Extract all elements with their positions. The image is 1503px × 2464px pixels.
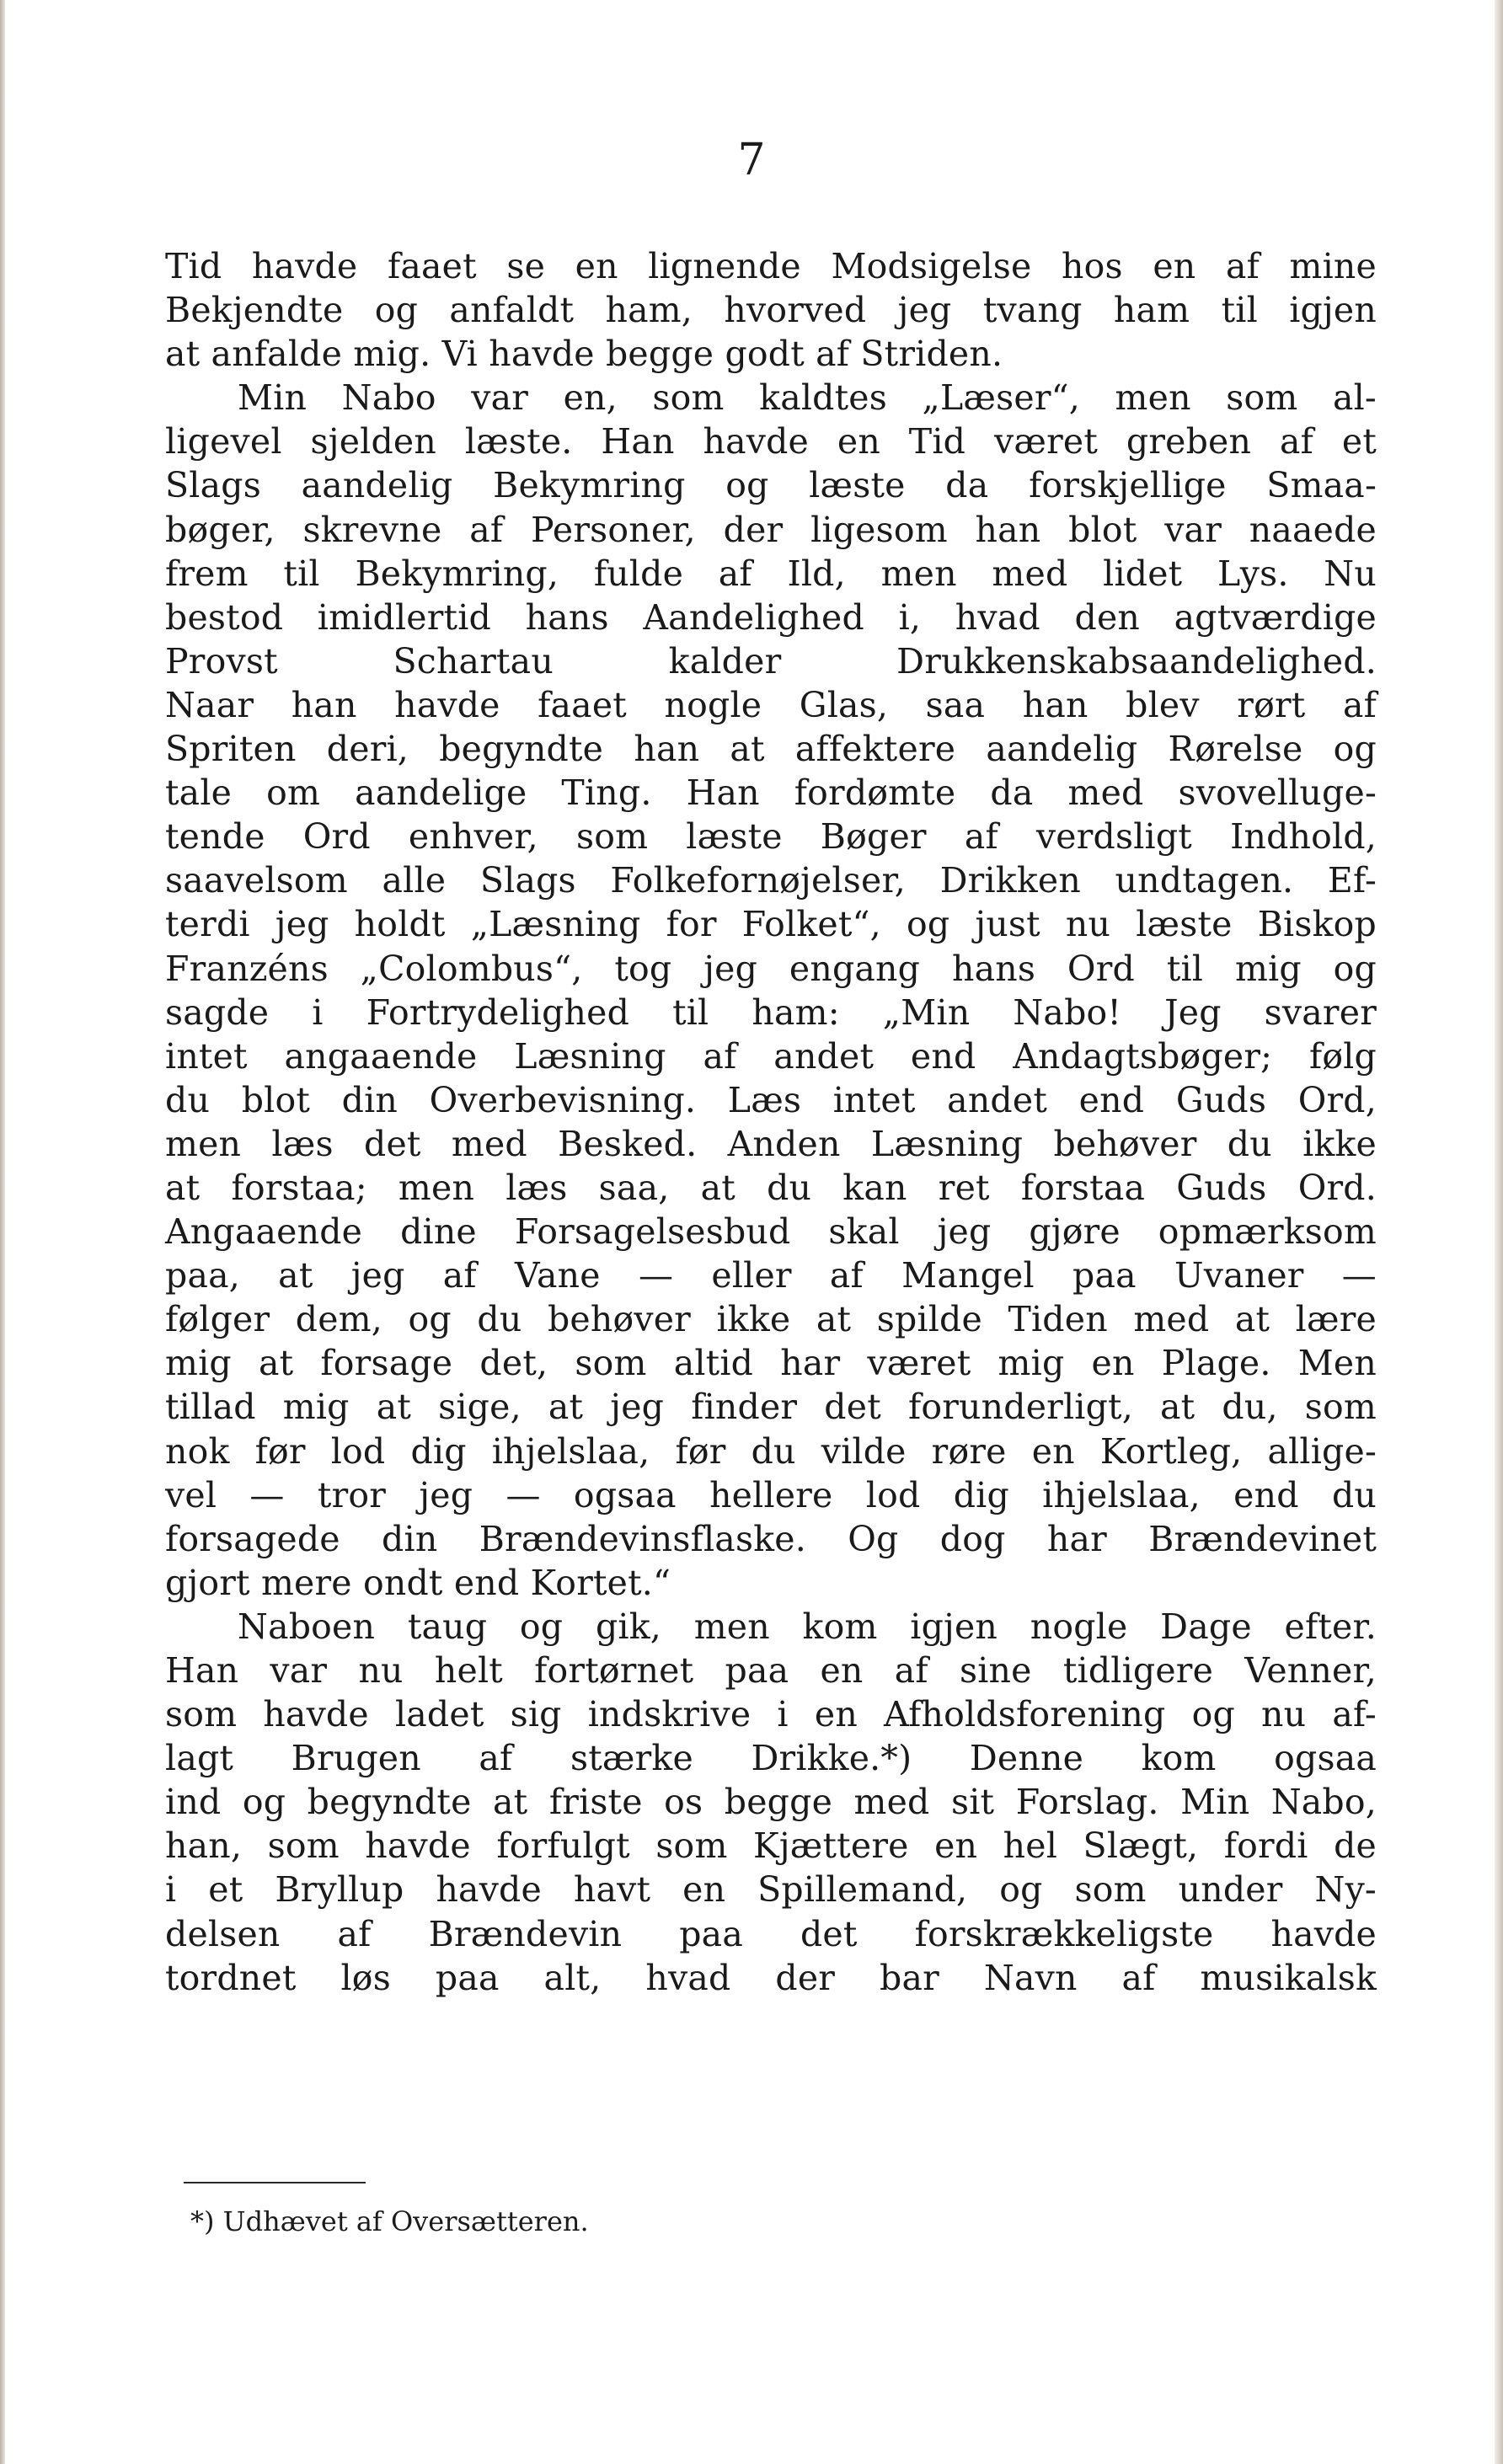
- text-line: lagt Brugen af stærke Drikke.*) Denne kom ogsaa: [165, 1738, 1377, 1779]
- text-line: Bekjendte og anfaldt ham, hvorved jeg tvang ham til igjen: [165, 290, 1377, 331]
- text-line: bestod imidlertid hans Aandelighed i, hvad den agtværdige: [165, 596, 1377, 638]
- text-line: Min Nabo var en, som kaldtes „Læser“, men som al-: [238, 377, 1377, 419]
- text-line: tende Ord enhver, som læste Bøger af verdsligt Indhold,: [165, 816, 1377, 858]
- text-line: Tid havde faaet se en lignende Modsigelse hos en af mine: [165, 246, 1377, 286]
- text-line: Naar han havde faaet nogle Glas, saa han blev rørt af: [165, 684, 1377, 725]
- text-line: at anfalde mig. Vi havde begge godt af Striden.: [165, 334, 1003, 375]
- page-right-edge: [1495, 0, 1503, 2464]
- text-line: bøger, skrevne af Personer, der ligesom han blot var naaede: [165, 509, 1377, 550]
- text-line: nok før lod dig ihjelslaa, før du vilde røre en Kortleg, allige-: [165, 1430, 1377, 1472]
- text-line: gjort mere ondt end Kortet.“: [165, 1562, 671, 1603]
- text-line: Angaaende dine Forsagelsesbud skal jeg gjøre opmærksom: [165, 1211, 1377, 1253]
- text-line: Franzéns „Colombus“, tog jeg engang hans Ord til mig og: [165, 948, 1377, 989]
- text-line: følger dem, og du behøver ikke at spilde Tiden med at lære: [165, 1299, 1377, 1340]
- text-line: Spriten deri, begyndte han at affektere aandelig Rørelse og: [165, 729, 1377, 770]
- body-text: [165, 244, 1377, 2000]
- text-line: han, som havde forfulgt som Kjættere en hel Slægt, fordi de: [165, 1825, 1377, 1867]
- text-line: sagde i Fortrydelighed til ham: „Min Nabo! Jeg svarer: [165, 991, 1377, 1033]
- text-line: tale om aandelige Ting. Han fordømte da med svovelluge-: [165, 772, 1377, 814]
- text-line: men læs det med Besked. Anden Læsning behøver du ikke: [165, 1123, 1377, 1164]
- text-line: intet angaaende Læsning af andet end Andagtsbøger; følg: [165, 1035, 1377, 1077]
- text-line: ligevel sjelden læste. Han havde en Tid været greben af et: [165, 421, 1377, 462]
- text-line: Slags aandelig Bekymring og læste da forskjellige Smaa-: [165, 465, 1377, 506]
- footnote: *) Udhævet af Oversætteren.: [190, 2205, 589, 2237]
- text-line: frem til Bekymring, fulde af Ild, men med lidet Lys. Nu: [165, 553, 1377, 594]
- text-line: Han var nu helt fortørnet paa en af sine tidligere Venner,: [165, 1650, 1377, 1691]
- text-line: tillad mig at sige, at jeg finder det forunderligt, at du, som: [165, 1387, 1377, 1428]
- text-line: paa, at jeg af Vane — eller af Mangel paa Uvaner —: [165, 1255, 1377, 1296]
- text-line: mig at forsage det, som altid har været mig en Plage. Men: [165, 1343, 1377, 1384]
- text-line: at forstaa; men læs saa, at du kan ret forstaa Guds Ord.: [165, 1167, 1377, 1208]
- text-line: Provst Schartau kalder Drukkenskabsaandelighed.: [165, 640, 1377, 681]
- text-line: saavelsom alle Slags Folkefornøjelser, Drikken undtagen. Ef-: [165, 860, 1377, 901]
- text-line: som havde ladet sig indskrive i en Afholdsforening og nu af-: [165, 1694, 1377, 1735]
- page-number: 7: [737, 135, 766, 185]
- page-left-edge: [0, 0, 5, 2464]
- text-line: i et Bryllup havde havt en Spillemand, og som under Ny-: [165, 1869, 1377, 1911]
- text-line: forsagede din Brændevinsflaske. Og dog har Brændevinet: [165, 1518, 1377, 1559]
- text-line: tordnet løs paa alt, hvad der bar Navn af musikalsk: [165, 1957, 1377, 1998]
- text-line: terdi jeg holdt „Læsning for Folket“, og just nu læste Biskop: [165, 904, 1377, 945]
- text-line: ind og begyndte at friste os begge med sit Forslag. Min Nabo,: [165, 1782, 1377, 1823]
- text-line: delsen af Brændevin paa det forskrækkeligste havde: [165, 1913, 1377, 1954]
- text-line: Naboen taug og gik, men kom igjen nogle Dage efter.: [238, 1606, 1377, 1647]
- text-line: du blot din Overbevisning. Læs intet andet end Guds Ord,: [165, 1079, 1377, 1120]
- text-line: vel — tror jeg — ogsaa hellere lod dig ihjelslaa, end du: [165, 1474, 1377, 1515]
- footnote-divider: [184, 2182, 366, 2183]
